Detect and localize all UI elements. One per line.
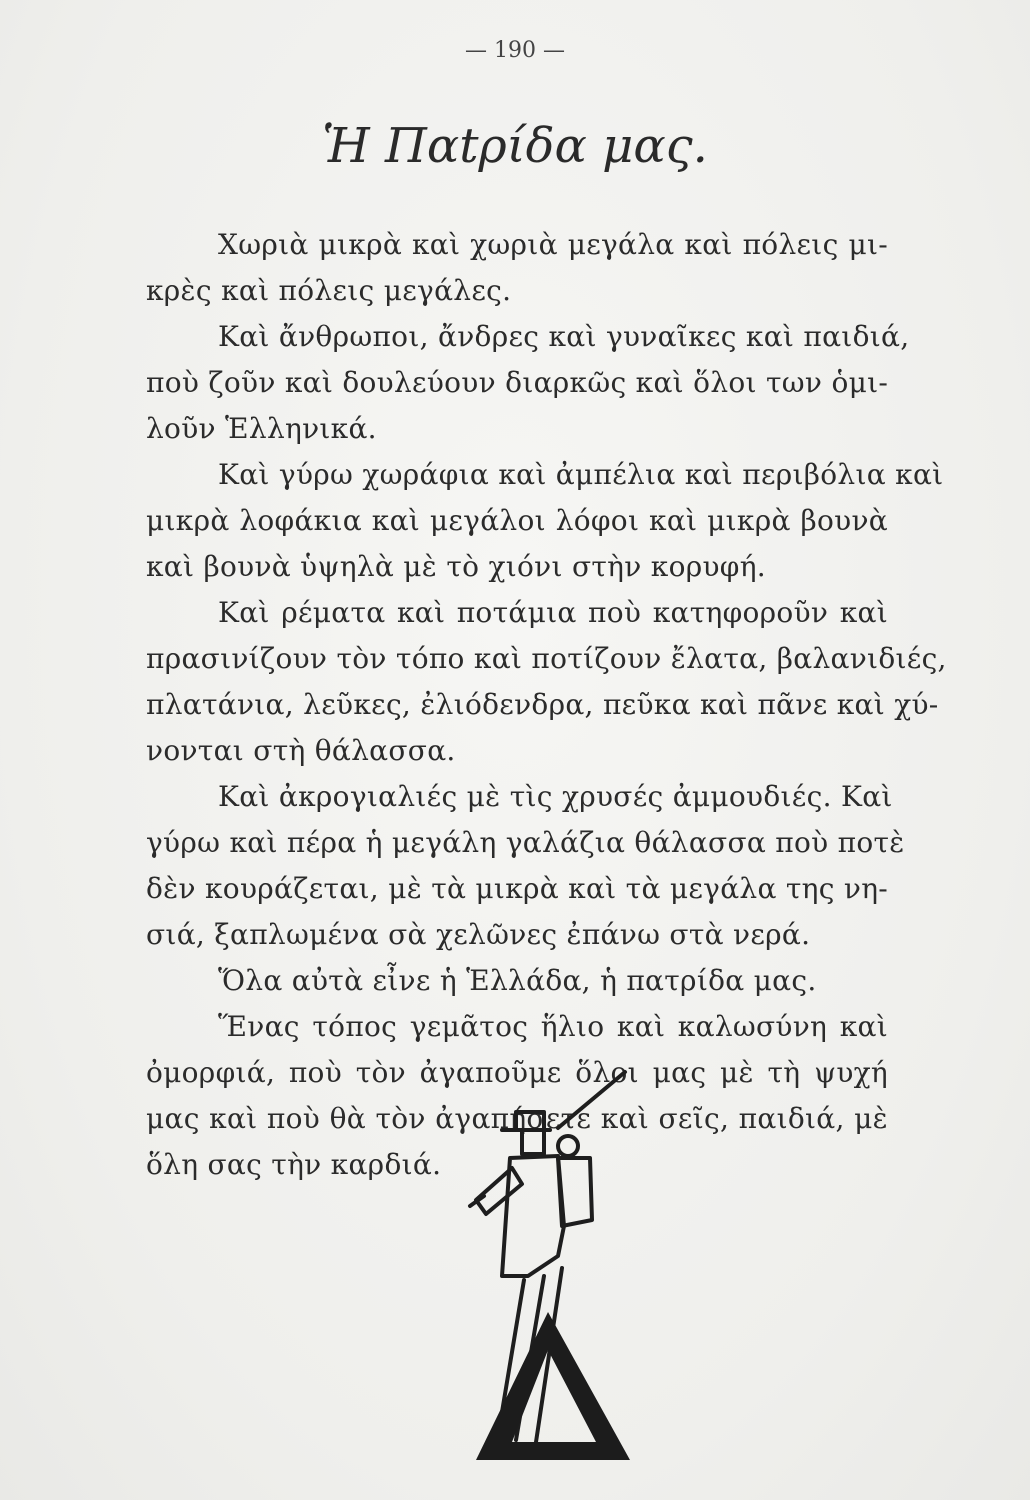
walking-soldier-with-rifle-icon [440, 1050, 650, 1490]
page-number: — 190 — [465, 38, 565, 63]
text-line: ποὺ ζοῦν καὶ δουλεύουν διαρκῶς καὶ ὅλοι των ὁμι- [146, 366, 889, 399]
page-title: Ἡ Παtρίδα μας. [322, 118, 708, 174]
text-line: ὅλη σας τὴν καρδιά. [146, 1148, 442, 1181]
text-line: καὶ βουνὰ ὑψηλὰ μὲ τὸ χιόνι στὴν κορυφή. [146, 550, 766, 583]
text-line: λοῦν Ἑλληνικά. [146, 412, 377, 445]
text-line: σιά, ξαπλωμένα σὰ χελῶνες ἐπάνω στὰ νερά. [146, 918, 811, 951]
text-line: Χωριὰ μικρὰ καὶ χωριὰ μεγάλα καὶ πόλεις μι- [218, 228, 888, 261]
text-line: Καὶ ρέματα καὶ ποτάμια ποὺ κατηφοροῦν καὶ [218, 596, 888, 629]
text-line: ὀμορφιά, ποὺ τὸν ἀγαποῦμε ὅλοι μας μὲ τὴ ψυχή [146, 1056, 888, 1089]
text-line: Ἕνας τόπος γεμᾶτος ἥλιο καὶ καλωσύνη καὶ [218, 1010, 888, 1043]
text-line: νονται στὴ θάλασσα. [146, 734, 456, 767]
text-line: μας καὶ ποὺ θὰ τὸν ἀγαπήσετε καὶ σεῖς, παιδιά, μὲ [146, 1102, 888, 1135]
text-line: Ὅλα αὐτὰ εἶνε ἡ Ἑλλάδα, ἡ πατρίδα μας. [218, 964, 817, 997]
text-line: Καὶ ἀκρογιαλιές μὲ τὶς χρυσές ἀμμουδιές. Καὶ [218, 780, 893, 813]
text-line: πρασινίζουν τὸν τόπο καὶ ποτίζουν ἔλατα, βαλανιδιές, [146, 642, 947, 675]
text-line: μικρὰ λοφάκια καὶ μεγάλοι λόφοι καὶ μικρὰ βουνὰ [146, 504, 888, 537]
text-line: Καὶ ἄνθρωποι, ἄνδρες καὶ γυναῖκες καὶ παιδιά, [218, 320, 910, 353]
text-line: γύρω καὶ πέρα ἡ μεγάλη γαλάζια θάλασσα ποὺ ποτὲ [146, 826, 905, 859]
text-line: πλατάνια, λεῦκες, ἐλιόδενδρα, πεῦκα καὶ πᾶνε καὶ χύ- [146, 688, 939, 721]
text-line: δὲν κουράζεται, μὲ τὰ μικρὰ καὶ τὰ μεγάλα της νη- [146, 872, 889, 905]
text-line: Καὶ γύρω χωράφια καὶ ἀμπέλια καὶ περιβόλια καὶ [218, 458, 944, 491]
text-line: κρὲς καὶ πόλεις μεγάλες. [146, 274, 512, 307]
